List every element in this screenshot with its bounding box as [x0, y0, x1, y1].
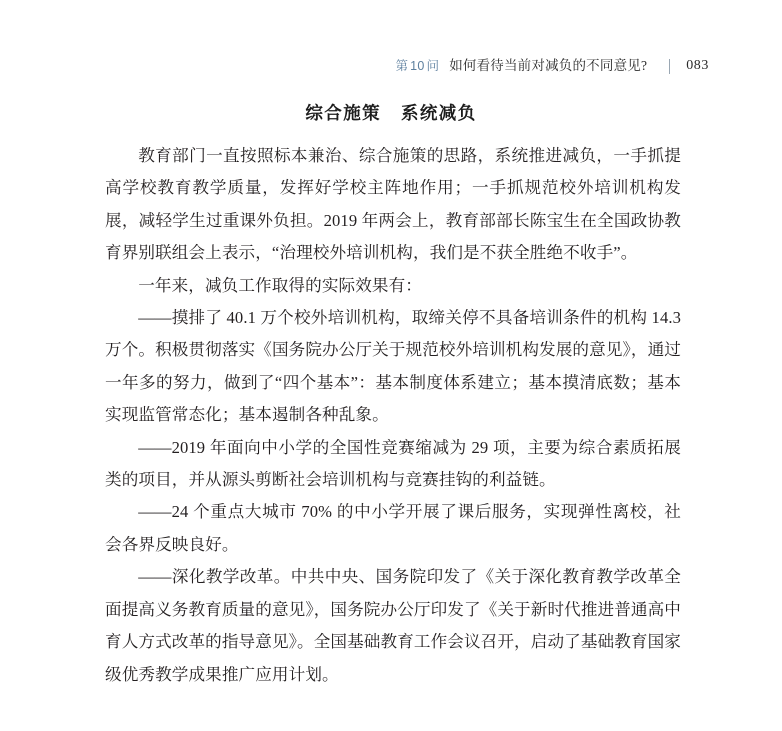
section-heading — [0, 100, 782, 125]
running-head-divider — [669, 59, 670, 74]
paragraph: ——2019 年面向中小学的全国性竞赛缩减为 29 项，主要为综合素质拓展类的项目，并从源头剪断社会培训机构与竞赛挂钩的利益链。 — [105, 437, 681, 490]
section-heading-part-2: 系统减负 — [401, 103, 477, 123]
question-label-suffix: 问 — [426, 59, 440, 73]
paragraph: ——摸排了 40.1 万个校外培训机构，取缔关停不具备培训条件的机构 14.3 万个。积极贯彻落实《国务院办公厅关于规范校外培训机构发展的意见》，通过一年多的努力，做到了“四个基本”：基本制度体系建立；基本摸清底数；基本实现监管常态化；基本遏制各种乱象。 — [105, 308, 681, 425]
running-head — [0, 54, 782, 78]
question-number: 10 — [410, 59, 425, 73]
paragraph: 教育部门一直按照标本兼治、综合施策的思路，系统推进减负，一手抓提高学校教育教学质量，发挥好学校主阵地作用；一手抓规范校外培训机构发展，减轻学生过重课外负担。2019 年两会上，教育部部长陈宝生在全国政协教育界别联组会上表示，“治理校外培训机构，我们是不获全胜绝不收手”。 — [105, 146, 681, 263]
running-head-question-number — [395, 54, 439, 78]
paragraph: 一年来，减负工作取得的实际效果有： — [138, 275, 422, 295]
question-label-prefix: 第 — [395, 59, 409, 73]
running-head-title: 如何看待当前对减负的不同意见? — [449, 58, 648, 73]
paragraph: ——深化教学改革。中共中央、国务院印发了《关于深化教育教学改革全面提高义务教育质量的意见》，国务院办公厅印发了《关于新时代推进普通高中育人方式改革的指导意见》。全国基础教育工作会议召开，启动了基础教育国家级优秀教学成果推广应用计划。 — [105, 567, 681, 684]
body-text — [105, 140, 681, 691]
page-number: 083 — [686, 58, 709, 73]
paragraph: ——24 个重点大城市 70% 的中小学开展了课后服务，实现弹性离校，社会各界反映良好。 — [105, 502, 681, 554]
section-heading-part-1: 综合施策 — [305, 103, 381, 123]
